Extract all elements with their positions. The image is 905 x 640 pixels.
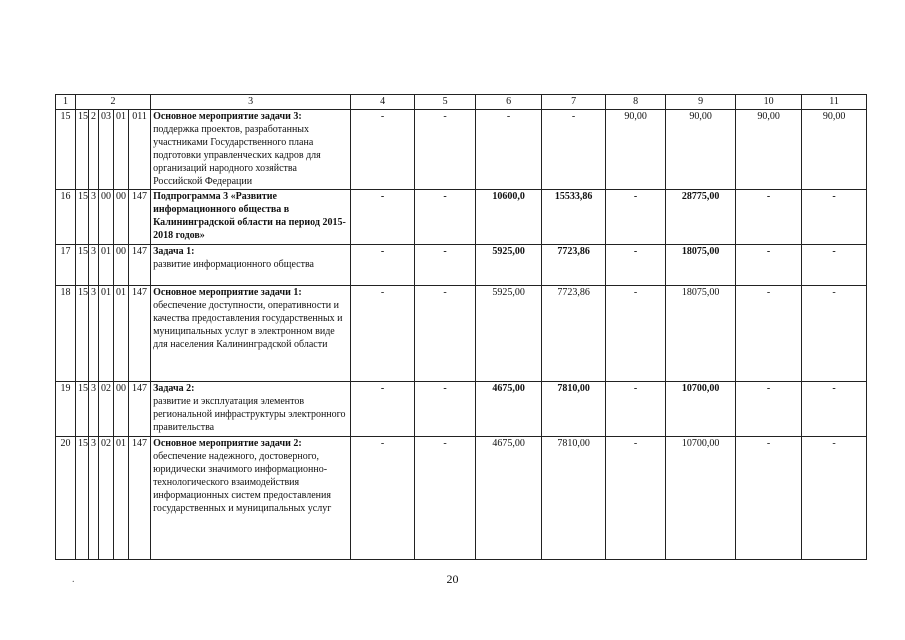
row-number: 15 — [56, 110, 76, 190]
code-cell: 3 — [89, 286, 99, 382]
value-cell: - — [736, 245, 802, 286]
description-cell — [151, 286, 351, 382]
value-cell: - — [351, 382, 415, 437]
header-col-5: 5 — [415, 95, 476, 110]
value-cell: - — [351, 286, 415, 382]
code-cell: 15 — [76, 245, 89, 286]
code-cell: 02 — [99, 382, 114, 437]
code-cell: 3 — [89, 382, 99, 437]
code-cell: 147 — [129, 245, 151, 286]
value-cell: 90,00 — [666, 110, 736, 190]
header-col-2: 2 — [76, 95, 151, 110]
row-number: 17 — [56, 245, 76, 286]
value-cell: 7723,86 — [542, 245, 606, 286]
header-col-8: 8 — [606, 95, 666, 110]
code-cell: 2 — [89, 110, 99, 190]
code-cell: 147 — [129, 286, 151, 382]
value-cell: 5925,00 — [476, 245, 542, 286]
code-cell: 01 — [99, 245, 114, 286]
description-cell — [151, 382, 351, 437]
value-cell: 90,00 — [802, 110, 867, 190]
table-row — [56, 110, 867, 190]
code-cell: 00 — [114, 245, 129, 286]
header-col-11: 11 — [802, 95, 867, 110]
value-cell: 90,00 — [606, 110, 666, 190]
value-cell: 10700,00 — [666, 437, 736, 560]
value-cell: 7723,86 — [542, 286, 606, 382]
value-cell: 4675,00 — [476, 437, 542, 560]
row-title: Основное мероприятие задачи 3: — [153, 111, 302, 122]
value-cell: - — [415, 190, 476, 245]
code-cell: 01 — [114, 286, 129, 382]
code-cell: 00 — [114, 190, 129, 245]
value-cell: 18075,00 — [666, 245, 736, 286]
code-cell: 147 — [129, 190, 151, 245]
code-cell: 15 — [76, 382, 89, 437]
table-row — [56, 190, 867, 245]
code-cell: 02 — [99, 437, 114, 560]
value-cell: 28775,00 — [666, 190, 736, 245]
value-cell: 10700,00 — [666, 382, 736, 437]
value-cell: - — [415, 110, 476, 190]
header-col-10: 10 — [736, 95, 802, 110]
value-cell: - — [802, 190, 867, 245]
header-col-9: 9 — [666, 95, 736, 110]
code-cell: 15 — [76, 286, 89, 382]
program-table — [55, 94, 867, 560]
code-cell: 03 — [99, 110, 114, 190]
header-col-4: 4 — [351, 95, 415, 110]
row-number: 18 — [56, 286, 76, 382]
row-title: Основное мероприятие задачи 2: — [153, 438, 302, 449]
row-number: 20 — [56, 437, 76, 560]
code-cell: 01 — [114, 110, 129, 190]
value-cell: - — [606, 245, 666, 286]
value-cell: 4675,00 — [476, 382, 542, 437]
row-number: 16 — [56, 190, 76, 245]
row-title: Подпрограмма 3 «Развитие информационного общества в Калининградской области на период 2015-2018 годов» — [153, 191, 346, 241]
value-cell: 7810,00 — [542, 437, 606, 560]
value-cell: - — [415, 382, 476, 437]
value-cell: - — [542, 110, 606, 190]
value-cell: - — [802, 245, 867, 286]
row-text: поддержка проектов, разработанных участниками Государственного плана подготовки управленческих кадров для организаций народного хозяйства Российской Федерации — [153, 124, 321, 187]
code-cell: 00 — [99, 190, 114, 245]
code-cell: 15 — [76, 437, 89, 560]
value-cell: - — [415, 437, 476, 560]
header-col-6: 6 — [476, 95, 542, 110]
value-cell: 90,00 — [736, 110, 802, 190]
row-title: Задача 2: — [153, 383, 195, 394]
value-cell: - — [351, 190, 415, 245]
row-title: Задача 1: — [153, 246, 195, 257]
value-cell: - — [476, 110, 542, 190]
code-cell: 147 — [129, 382, 151, 437]
value-cell: - — [736, 286, 802, 382]
value-cell: - — [606, 382, 666, 437]
value-cell: 15533,86 — [542, 190, 606, 245]
description-cell — [151, 437, 351, 560]
table-row — [56, 245, 867, 286]
value-cell: - — [415, 245, 476, 286]
header-col-1: 1 — [56, 95, 76, 110]
code-cell: 15 — [76, 110, 89, 190]
code-cell: 3 — [89, 437, 99, 560]
table-row — [56, 437, 867, 560]
value-cell: 18075,00 — [666, 286, 736, 382]
value-cell: - — [606, 286, 666, 382]
value-cell: - — [415, 286, 476, 382]
value-cell: - — [736, 190, 802, 245]
code-cell: 01 — [99, 286, 114, 382]
header-row — [56, 95, 867, 110]
page-number: 20 — [446, 572, 459, 586]
row-text: развитие и эксплуатация элементов региональной инфраструктуры электронного правительства — [153, 396, 346, 433]
description-cell — [151, 190, 351, 245]
value-cell: - — [736, 437, 802, 560]
stray-mark: . — [72, 574, 75, 585]
value-cell: 10600,0 — [476, 190, 542, 245]
row-text: обеспечение надежного, достоверного, юридически значимого информационно-технологического взаимодействия информационных систем предоставления государственных и муниципальных услуг — [153, 451, 332, 514]
code-cell: 00 — [114, 382, 129, 437]
value-cell: - — [802, 437, 867, 560]
code-cell: 15 — [76, 190, 89, 245]
value-cell: - — [606, 437, 666, 560]
value-cell: - — [351, 110, 415, 190]
table-row — [56, 382, 867, 437]
row-number: 19 — [56, 382, 76, 437]
description-cell — [151, 110, 351, 190]
value-cell: 7810,00 — [542, 382, 606, 437]
header-col-7: 7 — [542, 95, 606, 110]
row-text: обеспечение доступности, оперативности и качества предоставления государственных и муниципальных услуг в электронном виде для населения Калининградской области — [153, 300, 343, 350]
table-row — [56, 286, 867, 382]
value-cell: - — [802, 286, 867, 382]
row-text: развитие информационного общества — [153, 259, 314, 270]
value-cell: 5925,00 — [476, 286, 542, 382]
value-cell: - — [606, 190, 666, 245]
row-title: Основное мероприятие задачи 1: — [153, 287, 302, 298]
code-cell: 01 — [114, 437, 129, 560]
code-cell: 147 — [129, 437, 151, 560]
code-cell: 3 — [89, 245, 99, 286]
value-cell: - — [351, 437, 415, 560]
header-col-3: 3 — [151, 95, 351, 110]
description-cell — [151, 245, 351, 286]
value-cell: - — [351, 245, 415, 286]
code-cell: 3 — [89, 190, 99, 245]
code-cell: 011 — [129, 110, 151, 190]
value-cell: - — [736, 382, 802, 437]
value-cell: - — [802, 382, 867, 437]
